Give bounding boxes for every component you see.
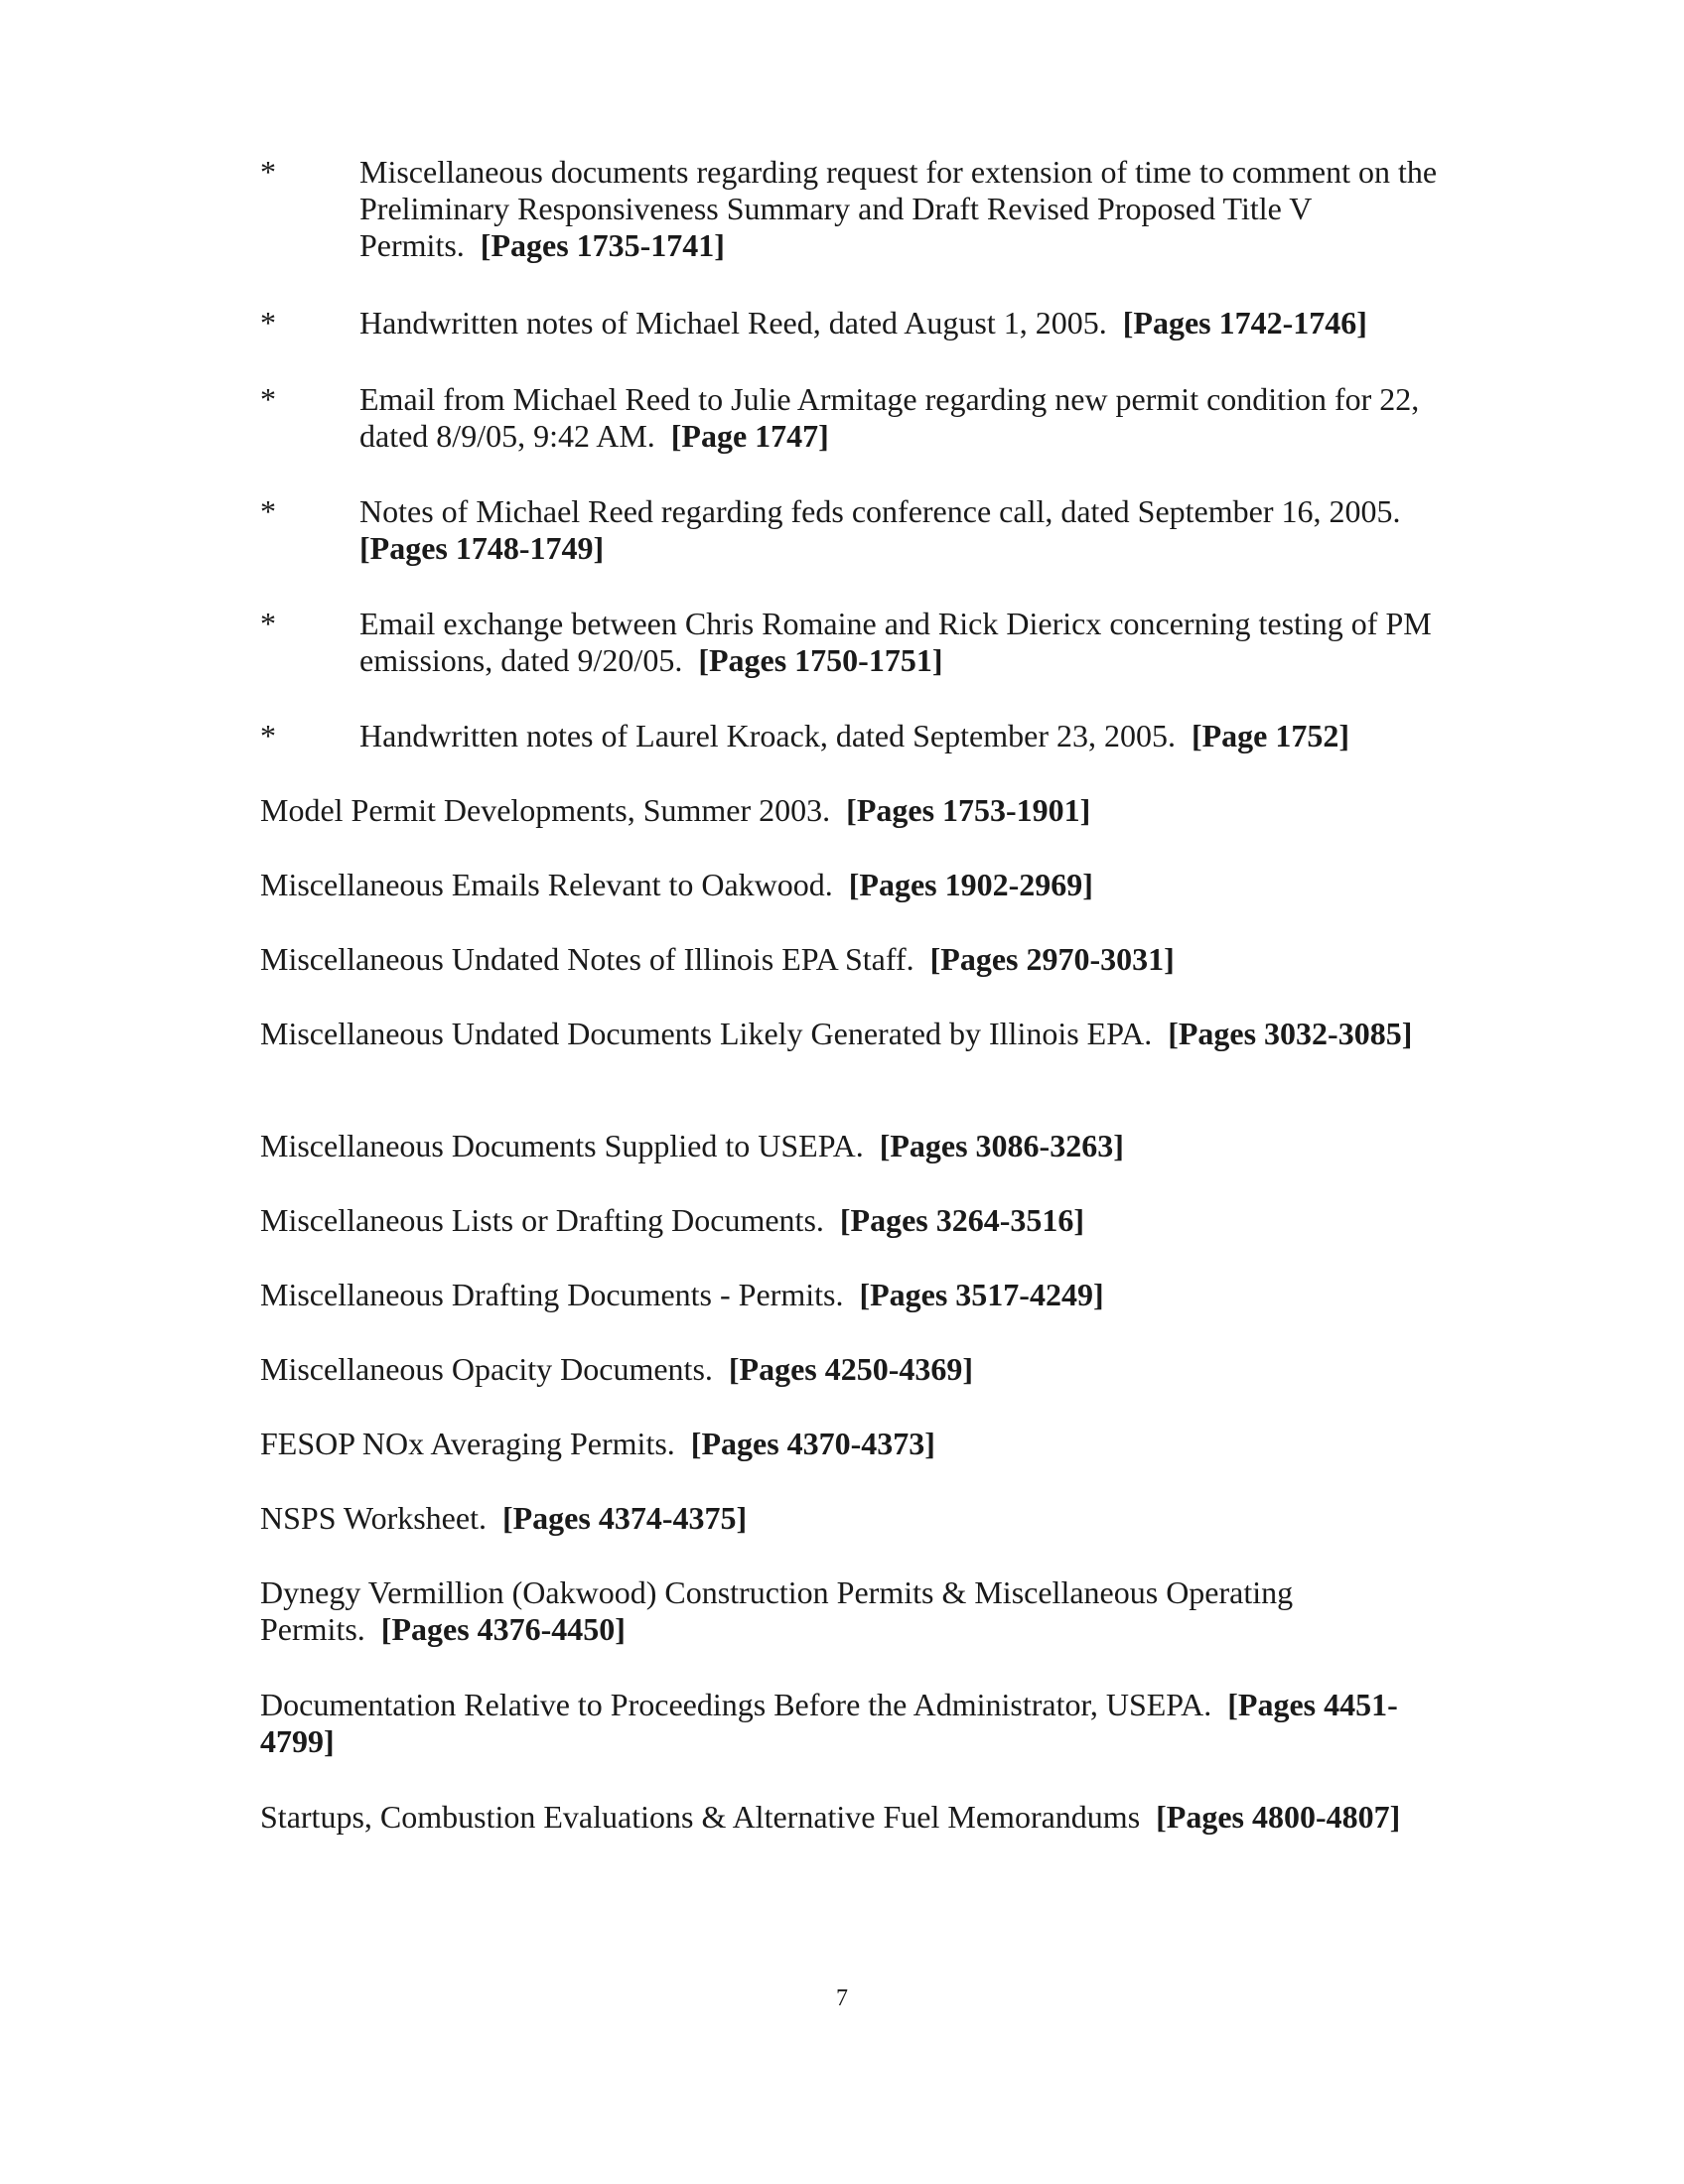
entry-description: Dynegy Vermillion (Oakwood) Construction Permits & Miscellaneous Operating Permits. — [260, 1574, 1294, 1647]
entry-description: Documentation Relative to Proceedings Before the Administrator, USEPA. — [260, 1687, 1212, 1722]
entry-description: Miscellaneous Documents Supplied to USEPA. — [260, 1128, 864, 1163]
index-entry — [260, 1277, 1452, 1313]
entry-description: Miscellaneous Drafting Documents - Permits. — [260, 1277, 844, 1312]
page-range: [Pages 3032-3085] — [1168, 1016, 1413, 1051]
page-range: [Pages 2970-3031] — [929, 941, 1175, 977]
page-range: [Pages 1742-1746] — [1122, 305, 1367, 341]
index-entry — [260, 1426, 1452, 1462]
page-range: [Page 1752] — [1191, 718, 1350, 753]
index-entry — [260, 1799, 1452, 1836]
index-entry — [260, 1574, 1452, 1648]
index-entry — [260, 1202, 1452, 1239]
index-entry — [260, 941, 1452, 978]
page-range: [Pages 1902-2969] — [848, 867, 1093, 902]
page-range: [Pages 4800-4807] — [1156, 1799, 1401, 1835]
entry-description: Model Permit Developments, Summer 2003. — [260, 792, 831, 828]
index-entry — [260, 1500, 1452, 1537]
bullet-marker: * — [260, 718, 276, 753]
entry-description: FESOP NOx Averaging Permits. — [260, 1426, 675, 1461]
index-entry — [260, 867, 1452, 903]
page-range: [Pages 3264-3516] — [839, 1202, 1085, 1238]
bullet-marker: * — [260, 381, 276, 417]
page-range: [Pages 3086-3263] — [879, 1128, 1124, 1163]
entry-description: Miscellaneous Opacity Documents. — [260, 1351, 713, 1387]
index-entry — [260, 1351, 1452, 1388]
bullet-marker: * — [260, 154, 276, 190]
page-range: [Pages 1735-1741] — [480, 227, 725, 263]
bullet-text — [359, 154, 1452, 264]
bullet-description: Miscellaneous documents regarding request for extension of time to comment on the Preliminary Responsiveness Summary and Draft Revised Proposed Title V Permits. — [359, 154, 1438, 263]
bullet-text — [359, 606, 1452, 679]
page-range: [Pages 4451-4799] — [260, 1687, 1398, 1759]
page-range: [Pages 1748-1749] — [359, 530, 605, 566]
page-range: [Pages 4376-4450] — [380, 1611, 626, 1647]
bullet-marker: * — [260, 493, 276, 529]
entry-description: Startups, Combustion Evaluations & Alternative Fuel Memorandums — [260, 1799, 1141, 1835]
bullet-text — [359, 381, 1452, 455]
bullet-marker: * — [260, 606, 276, 641]
entry-description: Miscellaneous Lists or Drafting Documents. — [260, 1202, 824, 1238]
index-entry — [260, 792, 1452, 829]
bullet-description: Notes of Michael Reed regarding feds conference call, dated September 16, 2005. — [359, 493, 1401, 529]
entry-description: Miscellaneous Undated Documents Likely Generated by Illinois EPA. — [260, 1016, 1153, 1051]
page-range: [Pages 3517-4249] — [859, 1277, 1104, 1312]
bullet-description: Email from Michael Reed to Julie Armitage regarding new permit condition for 22, dated 8/9/05, 9:42 AM. — [359, 381, 1420, 454]
bullet-description: Email exchange between Chris Romaine and Rick Diericx concerning testing of PM emissions, dated 9/20/05. — [359, 606, 1432, 678]
page-range: [Pages 4370-4373] — [690, 1426, 935, 1461]
page-range: [Pages 4374-4375] — [501, 1500, 748, 1536]
page-range: [Page 1747] — [670, 418, 829, 454]
bullet-text — [359, 493, 1452, 567]
bullet-description: Handwritten notes of Michael Reed, dated August 1, 2005. — [359, 305, 1107, 341]
index-entry — [260, 1687, 1452, 1760]
entry-description: Miscellaneous Undated Notes of Illinois EPA Staff. — [260, 941, 914, 977]
index-entry — [260, 1016, 1452, 1052]
entry-description: Miscellaneous Emails Relevant to Oakwood. — [260, 867, 833, 902]
entry-description: NSPS Worksheet. — [260, 1500, 487, 1536]
bullet-text — [359, 718, 1452, 754]
index-entry — [260, 1128, 1452, 1164]
bullet-text — [359, 305, 1452, 341]
page-range: [Pages 1750-1751] — [698, 642, 943, 678]
page-number: 7 — [836, 1985, 848, 2011]
bullet-marker: * — [260, 305, 276, 341]
page-range: [Pages 4250-4369] — [728, 1351, 974, 1387]
page-range: [Pages 1753-1901] — [846, 792, 1091, 828]
bullet-description: Handwritten notes of Laurel Kroack, dated September 23, 2005. — [359, 718, 1176, 753]
